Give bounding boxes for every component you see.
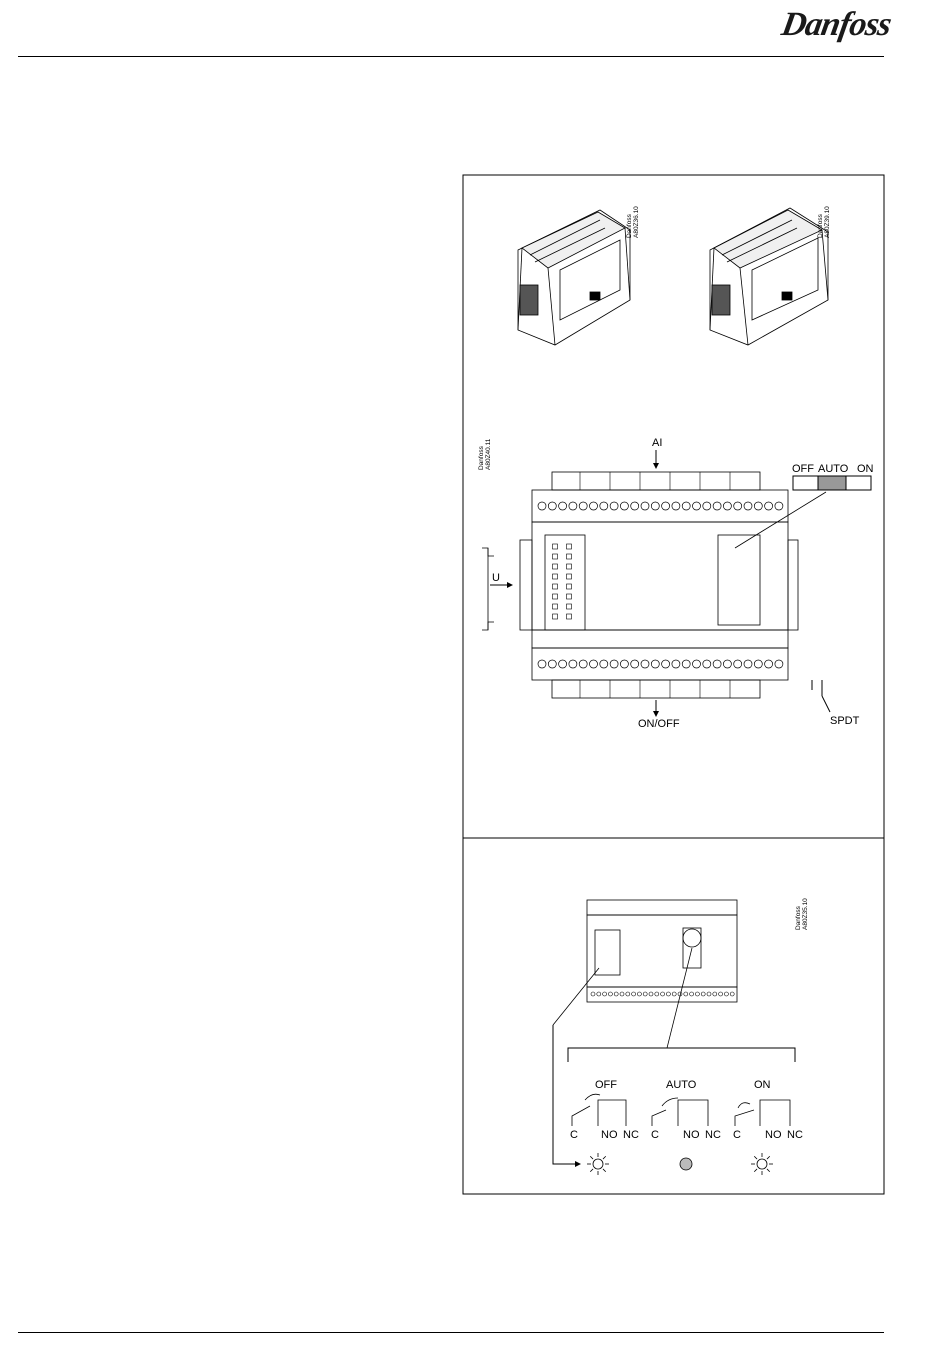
terminal-screw (643, 992, 647, 996)
relay-on (735, 1100, 790, 1126)
code-fig3: DanfossA80Z35.10 (795, 898, 809, 930)
led-ray (590, 1156, 593, 1159)
contact-no-auto: NO (683, 1129, 700, 1141)
led-center (757, 1159, 767, 1169)
contact-no-off: NO (601, 1129, 618, 1141)
contact-nc-off: NC (623, 1129, 639, 1141)
led-lit-icon (751, 1153, 773, 1175)
terminal-screw (603, 992, 607, 996)
mode-label-off: OFF (595, 1079, 617, 1091)
relay-auto (652, 1098, 708, 1126)
terminal-screw (655, 992, 659, 996)
terminal-screw (707, 992, 711, 996)
ai-label: AI (652, 437, 663, 449)
terminal-screw (632, 992, 636, 996)
mode-label-auto: AUTO (666, 1079, 697, 1091)
switch-label-off: OFF (792, 463, 814, 475)
terminal-screw (591, 992, 595, 996)
code-left: DanfossA80Z36.10 (626, 206, 640, 238)
led-ray (603, 1156, 606, 1159)
led-ray (603, 1169, 606, 1172)
terminal-screw (730, 992, 734, 996)
mode-label-on: ON (754, 1079, 771, 1091)
spdt-label: SPDT (830, 715, 860, 727)
terminal-screw (724, 992, 728, 996)
contact-c-off: C (570, 1129, 578, 1141)
onoff-label: ON/OFF (638, 718, 680, 730)
contact-nc-on: NC (787, 1129, 803, 1141)
terminal-screw (695, 992, 699, 996)
contact-c-on: C (733, 1129, 741, 1141)
danfoss-logo: Danfoss (778, 6, 894, 43)
terminal-screw (637, 992, 641, 996)
terminal-screw (608, 992, 612, 996)
terminal-screw (719, 992, 723, 996)
terminal-screw (684, 992, 688, 996)
led-ray (767, 1169, 770, 1172)
led-center (593, 1159, 603, 1169)
led-dim-icon (680, 1158, 692, 1170)
terminal-screw (690, 992, 694, 996)
code-fig2: DanfossA80Z40.11 (478, 438, 492, 470)
terminal-screw (626, 992, 630, 996)
relay-off (572, 1094, 626, 1126)
contact-c-auto: C (651, 1129, 659, 1141)
terminal-screw (661, 992, 665, 996)
led-ray (754, 1156, 757, 1159)
terminal-screw (701, 992, 705, 996)
terminal-screw (649, 992, 653, 996)
switch-label-on: ON (857, 463, 874, 475)
terminal-screw (614, 992, 618, 996)
terminal-screw (597, 992, 601, 996)
terminal-screw (713, 992, 717, 996)
u-label: U (492, 572, 500, 584)
terminal-screw (620, 992, 624, 996)
code-right: DanfossA80Z39.10 (817, 206, 831, 238)
led-ray (590, 1169, 593, 1172)
switch-label-auto: AUTO (818, 463, 849, 475)
led-ray (754, 1169, 757, 1172)
contact-no-on: NO (765, 1129, 782, 1141)
contact-nc-auto: NC (705, 1129, 721, 1141)
fig3-terminal-screws (591, 992, 734, 996)
terminal-screw (666, 992, 670, 996)
terminal-screw (672, 992, 676, 996)
led-lit-icon (587, 1153, 609, 1175)
led-ray (767, 1156, 770, 1159)
